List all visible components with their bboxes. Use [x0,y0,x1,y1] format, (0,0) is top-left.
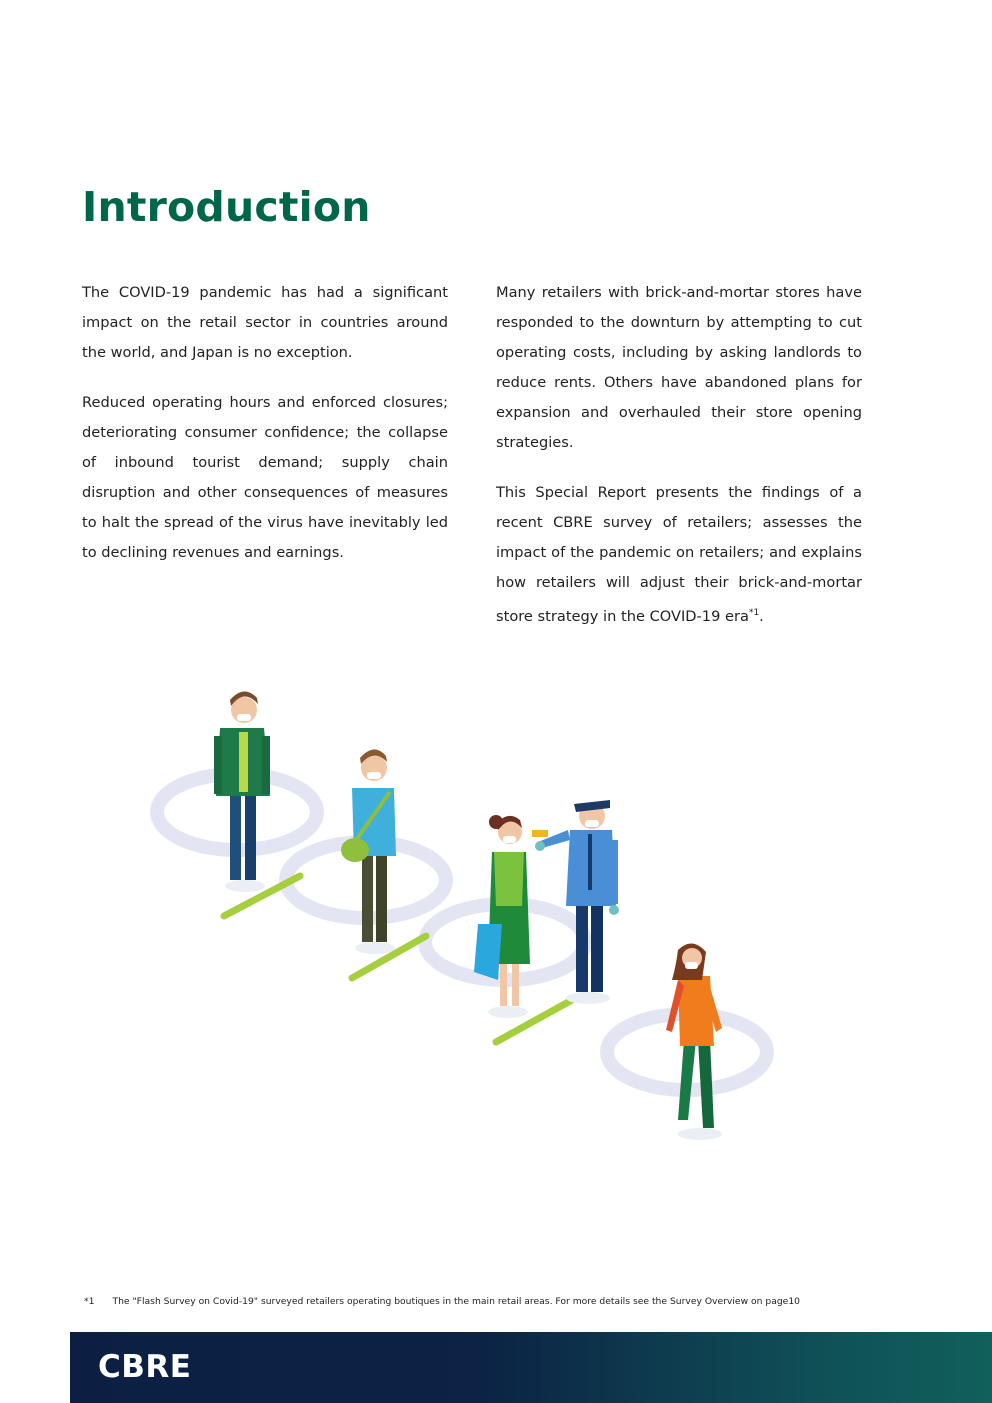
page-title: Introduction [82,183,371,231]
person-icon [666,943,722,1140]
person-icon [474,815,530,1018]
cbre-logo: CBRE [98,1349,192,1385]
period: . [759,608,764,625]
paragraph: Reduced operating hours and enforced closures; deteriorating consumer confidence; the collapse of inbound tourist demand; supply chain disruption and other consequences of measures to halt the spread of the virus have inevitably led to declining revenues and earnings. [82,394,448,561]
footnote-marker: *1 [84,1296,95,1307]
footnote [84,1296,800,1307]
footnote-reference: *1 [748,608,760,618]
social-distancing-queue-illustration [140,680,800,1150]
paragraph: The COVID-19 pandemic has had a significant impact on the retail sector in countries around the world, and Japan is no exception. [82,284,448,361]
paragraph: Many retailers with brick-and-mortar stores have responded to the downturn by attempting to cut operating costs, including by asking landlords to reduce rents. Others have abandoned plans for expansion and overhauled their store opening strategies. [496,284,862,451]
paragraph-text: This Special Report presents the findings of a recent CBRE survey of retailers; assesses the impact of the pandemic on retailers; and explains how retailers will adjust their brick-and-mortar store strategy in the COVID-19 era [496,484,862,625]
left-column [82,278,448,588]
paragraph [496,478,862,632]
right-column [496,278,862,652]
footnote-text: The "Flash Survey on Covid-19" surveyed retailers operating boutiques in the main retail areas. For more details see the Survey Overview on page10 [112,1296,801,1307]
footer-bar [70,1332,992,1403]
person-icon [214,691,270,892]
